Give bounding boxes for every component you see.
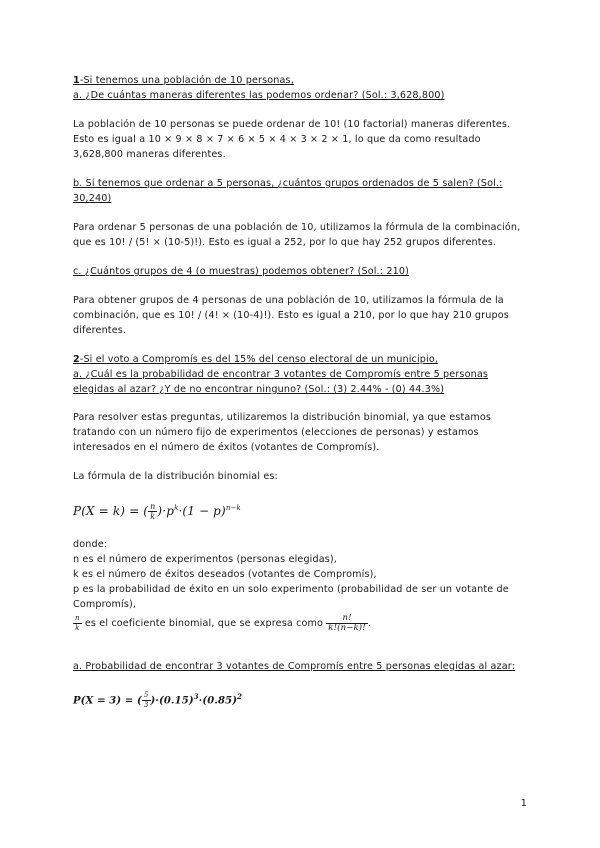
- q1-title: -Si tenemos una población de 10 personas,: [79, 75, 294, 86]
- coef-symbol: [73, 614, 82, 633]
- binomial-coefficient-line: [73, 613, 528, 635]
- formula-1-minus-p: ·(1 − p): [178, 504, 226, 518]
- q1-c-answer-line1: Para obtener grupos de 4 personas de una población de 10, utilizamos la fórmula de la: [73, 295, 504, 306]
- coef-symbol-k: k: [75, 623, 80, 632]
- coef-expression: [326, 614, 368, 633]
- definition-p-line1: p es la probabilidad de éxito en un solo experimento (probabilidad de ser un votante de: [73, 584, 509, 595]
- definition-p-line2: Compromís),: [73, 599, 137, 610]
- q2-a-question-line2: elegidas al azar? ¿Y de no encontrar ninguno? (Sol.: (3) 2.44% - (0) 44.3%): [73, 384, 445, 395]
- q1-c-question: c. ¿Cuántos grupos de 4 (o muestras) podemos obtener? (Sol.: 210): [73, 266, 409, 277]
- calc-exp-3: 3: [193, 692, 199, 701]
- q1-heading: [73, 73, 528, 88]
- calc-p-term: )·(0.15): [150, 695, 194, 707]
- definitions-heading: donde:: [73, 539, 108, 550]
- coef-denominator: k!(n−k)!: [328, 622, 366, 633]
- formula-exp-k: k: [174, 504, 179, 512]
- q1-c-answer-line2: combinación, que es 10! / (4! × (10-4)!). Esto es igual a 210, por lo que hay 210 grupos: [73, 310, 509, 321]
- formula-exp-n-minus-k: n−k: [225, 504, 241, 512]
- q1-b-question-line1: b. Si tenemos que ordenar a 5 personas, ¿cuántos grupos ordenados de 5 salen? (Sol.:: [73, 178, 503, 189]
- q2-number: 2: [73, 354, 80, 365]
- q1-b-answer-line1: Para ordenar 5 personas de una población de 10, utilizamos la fórmula de la combinación,: [73, 222, 521, 233]
- calc-expression: [73, 688, 528, 710]
- q1-a-answer-line3: 3,628,800 maneras diferentes.: [73, 149, 226, 160]
- q2-formula-intro: La fórmula de la distribución binomial es:: [73, 471, 278, 482]
- q2-sub-a-heading: a. Probabilidad de encontrar 3 votantes de Compromís entre 5 personas elegidas al azar:: [73, 661, 516, 672]
- coef-description: es el coeficiente binomial, que se expresa como: [84, 618, 324, 629]
- q2-intro-line2: tratando con un número fijo de experimentos (elecciones de personas) y estamos: [73, 427, 479, 438]
- q1-b-answer-line2: que es 10! / (5! × (10-5)!). Esto es igual a 252, por lo que hay 252 grupos diferentes.: [73, 237, 497, 248]
- q2-intro-line3: interesados en el número de éxitos (votantes de Compromís).: [73, 442, 380, 453]
- definition-n: n es el número de experimentos (personas elegidas),: [73, 554, 338, 565]
- period: .: [367, 618, 372, 629]
- coef-symbol-n: n: [75, 613, 80, 622]
- q1-a-question: a. ¿De cuántas maneras diferentes las podemos ordenar? (Sol.: 3,628,800): [73, 90, 445, 101]
- binomial-formula: [73, 499, 528, 521]
- calc-lhs: P(X = 3) = (: [73, 695, 142, 707]
- q2-intro-line1: Para resolver estas preguntas, utilizaremos la distribución binomial, ya que estamos: [73, 412, 492, 423]
- q1-a-answer-line2: Esto es igual a 10 × 9 × 8 × 7 × 6 × 5 × 4 × 3 × 2 × 1, lo que da como resultado: [73, 134, 481, 145]
- calc-n: 5: [143, 691, 149, 700]
- formula-p: )·p: [157, 504, 175, 518]
- definition-k: k es el número de éxitos deseados (votantes de Compromís),: [73, 569, 377, 580]
- calc-q-term: ·(0.85): [198, 695, 238, 707]
- formula-k: k: [150, 512, 156, 521]
- q1-c-answer-line3: diferentes.: [73, 325, 127, 336]
- calc-exp-2: 2: [237, 692, 243, 701]
- formula-n: n: [150, 502, 156, 511]
- q1-a-answer-line1: La población de 10 personas se puede ordenar de 10! (10 factorial) maneras diferentes.: [73, 119, 511, 130]
- q2-title: -Si el voto a Compromís es del 15% del censo electoral de un municipio,: [79, 354, 439, 365]
- page-number: 1: [520, 798, 527, 809]
- calc-binomial-coef: [142, 691, 151, 710]
- calc-k: 3: [143, 701, 149, 710]
- q1-number: 1: [73, 75, 80, 86]
- q1-b-question-line2: 30,240): [73, 193, 112, 204]
- formula-lhs: P(X = k) = (: [73, 504, 149, 518]
- q2-heading: [73, 352, 528, 367]
- coef-numerator: n!: [326, 614, 368, 624]
- q2-a-question-line1: a. ¿Cuál es la probabilidad de encontrar 3 votantes de Compromís entre 5 personas: [73, 369, 489, 380]
